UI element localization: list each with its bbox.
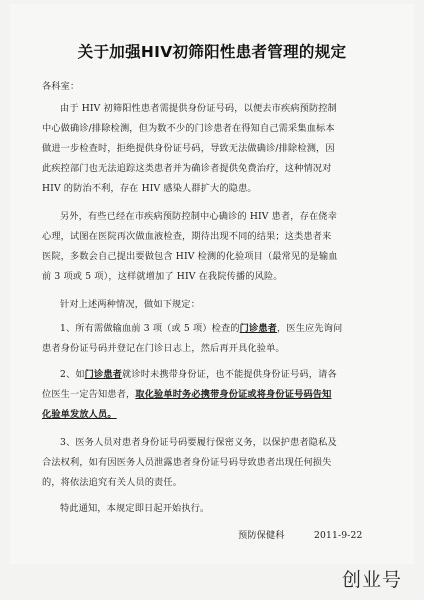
- paragraph-1-line: 由于 HIV 初筛阳性患者需提供身份证号码，以便去市疾病预防控制: [60, 103, 337, 114]
- rule-2-line: [42, 389, 331, 401]
- rule-2-line: [42, 409, 117, 421]
- rule-3-line: 合法权利，如有因医务人员泄露患者身份证号码导致患者出现任何损失: [42, 457, 332, 468]
- rule-2-line: [60, 369, 337, 381]
- id-requirement-emphasis: 取化验单时务必携带身份证或将身份证号码告知: [135, 389, 332, 400]
- document-title: 关于加强HIV初筛阳性患者管理的规定: [77, 43, 347, 61]
- paragraph-3: 针对上述两种情况，做如下规定：: [60, 299, 201, 310]
- outpatient-emphasis: 门诊患者: [239, 323, 278, 334]
- rule-2-text: 就诊时未携带身份证，也不能提供身份证号码，请各: [122, 369, 337, 380]
- salutation: 各科室：: [42, 81, 80, 92]
- watermark: 创业号: [342, 569, 403, 591]
- rule-3-line: 的，将依法追究有关人员的责任。: [42, 477, 183, 488]
- outpatient-emphasis: 门诊患者: [84, 369, 123, 380]
- rule-1-line: 患者身份证号码并登记在门诊日志上，然后再开具化验单。: [42, 343, 285, 354]
- paragraph-1-line: HIV 的防治不利，存在 HIV 感染人群扩大的隐患。: [42, 183, 257, 194]
- paragraph-1-line: 此疾控部门也无法追踪这类患者并为确诊者提供免费治疗，这种情况对: [42, 163, 332, 174]
- rule-3-line: 3、医务人员对患者身份证号码要履行保密义务，以保护患者隐私及: [60, 437, 337, 448]
- paragraph-2-line: 前 3 项或 5 项），这样就增加了 HIV 在我院传播的风险。: [42, 271, 283, 282]
- paragraph-2-line: 心理，试图在医院再次做血液检查，期待出现不同的结果；这类患者来: [42, 231, 332, 242]
- rule-1-text: 1、所有需做输血前 3 项（或 5 项）检查的: [60, 323, 240, 334]
- closing-statement: 特此通知，本规定即日起开始执行。: [60, 503, 210, 514]
- paragraph-1-line: 中心做确诊/排除检测，但为数不少的门诊患者在得知自己需采集血标本: [42, 123, 335, 134]
- rule-1-line: [60, 323, 342, 335]
- paragraph-2-line: 另外，有些已经在市疾病预防控制中心确诊的 HIV 患者，存在侥幸: [60, 211, 337, 222]
- id-requirement-emphasis: 化验单发放人员。: [42, 409, 117, 420]
- rule-2-text: 2、如: [60, 369, 85, 380]
- paragraph-1-line: 做进一步检查时，拒绝提供身份证号码，导致无法做确诊/排除检测，因: [42, 143, 335, 154]
- rule-2-text: 位医生一定告知患者，: [42, 389, 136, 400]
- rule-1-text: ，医生应先询问: [277, 323, 343, 334]
- issuing-department: 预防保健科: [238, 530, 285, 541]
- issue-date: 2011-9-22: [314, 530, 363, 541]
- paragraph-2-line: 医院，多数会自己提出要做包含 HIV 检测的化验项目（最常见的是输血: [42, 251, 338, 262]
